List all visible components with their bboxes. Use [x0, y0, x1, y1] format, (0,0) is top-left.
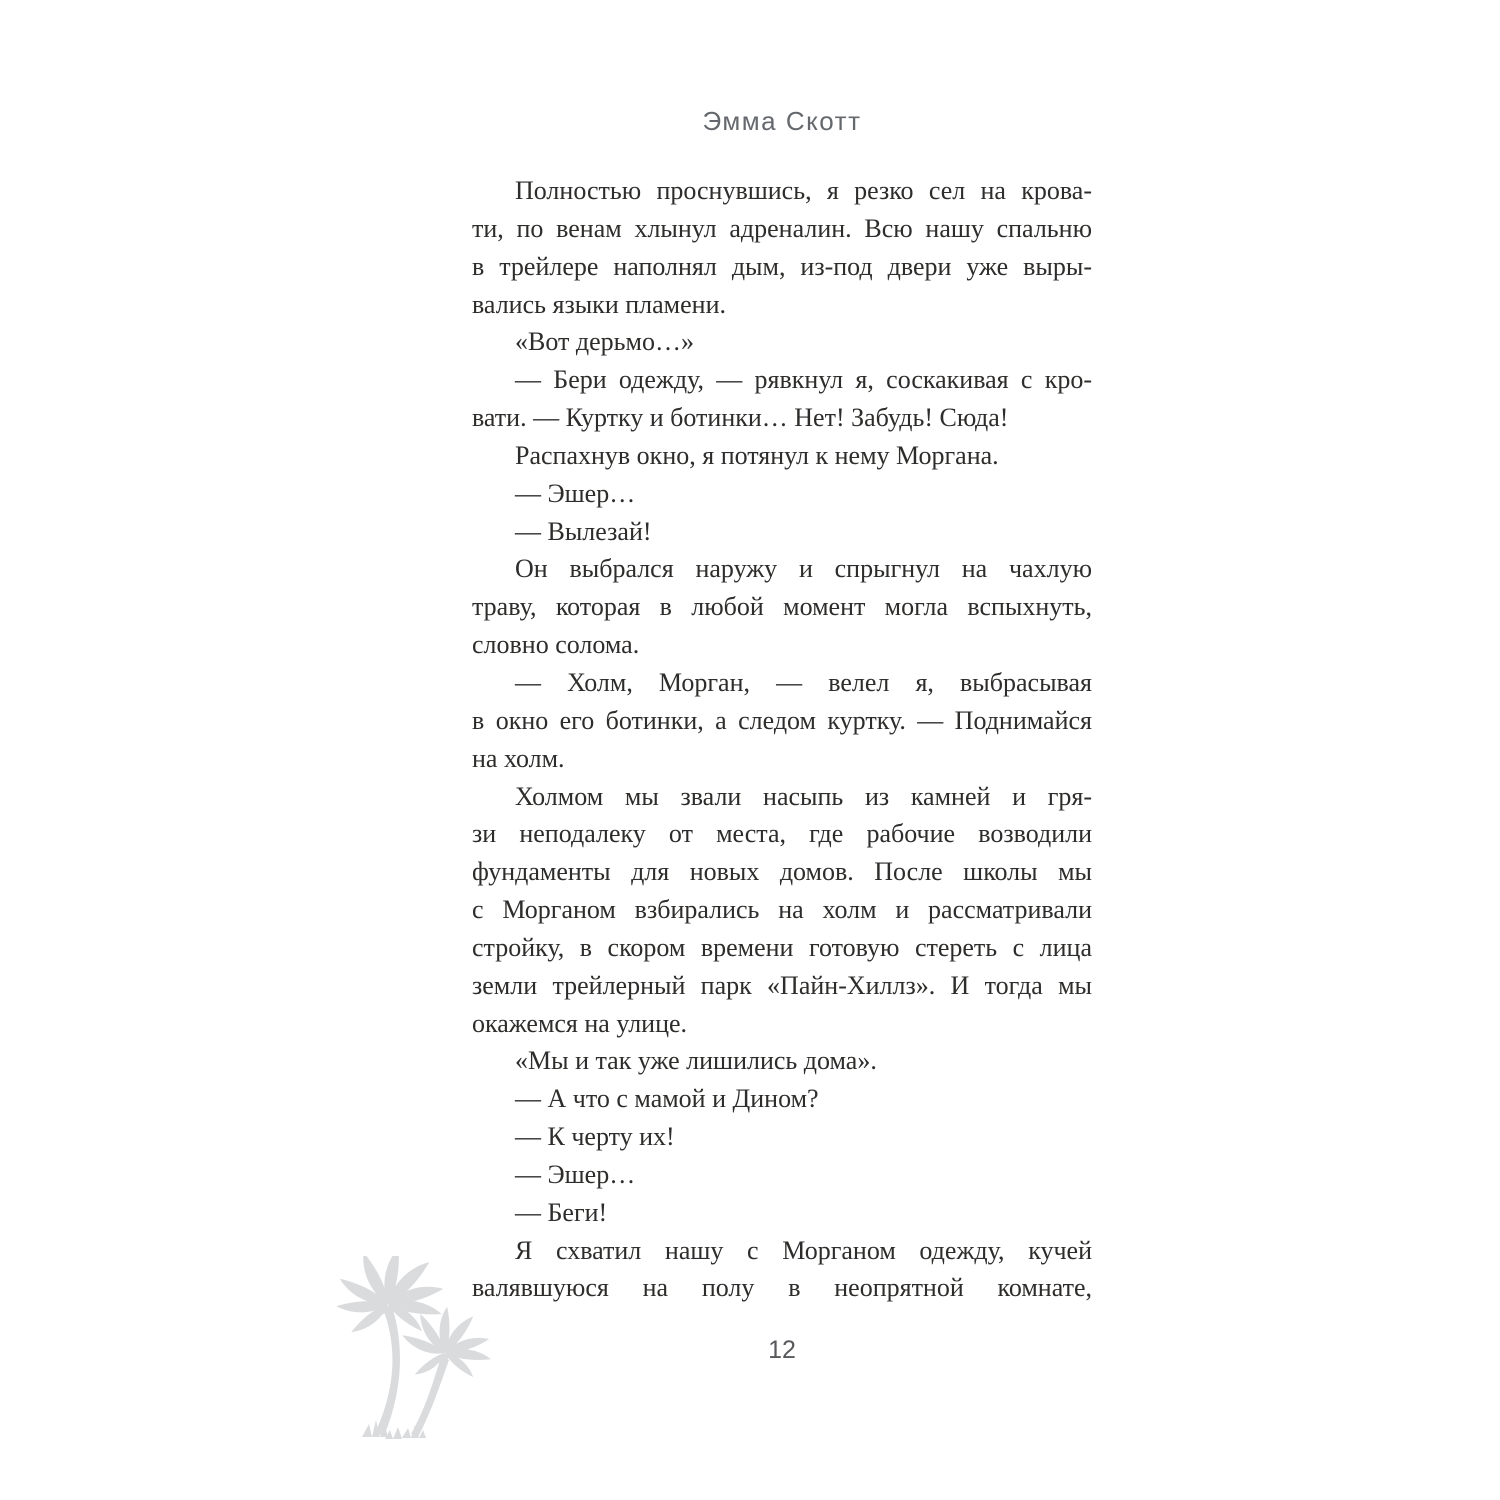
text-line: Он выбрался наружу и спрыгнул на чахлую — [515, 554, 1092, 584]
running-header: Эмма Скотт — [702, 106, 862, 136]
text-line: — Холм, Морган, — велел я, выбрасывая — [515, 667, 1092, 697]
body-text — [472, 172, 1092, 1307]
text-line: — К черту их! — [515, 1122, 675, 1152]
page-number: 12 — [768, 1336, 796, 1364]
text-line: вати. — Куртку и ботинки… Нет! Забудь! Сюда! — [472, 403, 1009, 433]
text-line: «Мы и так уже лишились дома». — [515, 1046, 877, 1076]
text-line: — Бери одежду, — рявкнул я, соскакивая с кро- — [515, 365, 1092, 395]
text-line: зи неподалеку от места, где рабочие возводили — [472, 819, 1092, 849]
text-line: на холм. — [472, 743, 565, 773]
text-line: — А что с мамой и Дином? — [515, 1084, 819, 1114]
text-line: «Вот дерьмо…» — [515, 327, 694, 357]
text-line: — Эшер… — [515, 478, 636, 508]
text-line: Полностью проснувшись, я резко сел на крова- — [515, 176, 1092, 205]
text-line: ти, по венам хлынул адреналин. Всю нашу спальню — [472, 213, 1092, 243]
text-line: траву, которая в любой момент могла вспыхнуть, — [472, 592, 1092, 622]
text-line: Я схватил нашу с Морганом одежду, кучей — [515, 1235, 1092, 1265]
text-line: вались языки пламени. — [472, 289, 726, 319]
text-line: с Морганом взбирались на холм и рассматривали — [472, 895, 1092, 925]
text-line: — Беги! — [515, 1197, 608, 1227]
text-line: валявшуюся на полу в неопрятной комнате, — [472, 1273, 1092, 1303]
text-line: — Эшер… — [515, 1159, 636, 1189]
text-line: в трейлере наполнял дым, из-под двери уже выры- — [472, 251, 1092, 281]
text-line: стройку, в скором времени готовую стереть с лица — [472, 932, 1092, 962]
text-line: земли трейлерный парк «Пайн-Хиллз». И тогда мы — [472, 970, 1092, 1000]
text-line: — Вылезай! — [515, 516, 652, 546]
text-line: фундаменты для новых домов. После школы мы — [472, 857, 1092, 887]
text-line: словно солома. — [472, 630, 640, 660]
text-line: в окно его ботинки, а следом куртку. — Поднимайся — [472, 705, 1092, 735]
text-line: окажемся на улице. — [472, 1008, 688, 1038]
text-line: Распахнув окно, я потянул к нему Моргана. — [515, 440, 999, 470]
text-line: Холмом мы звали насыпь из камней и гря- — [515, 781, 1092, 811]
